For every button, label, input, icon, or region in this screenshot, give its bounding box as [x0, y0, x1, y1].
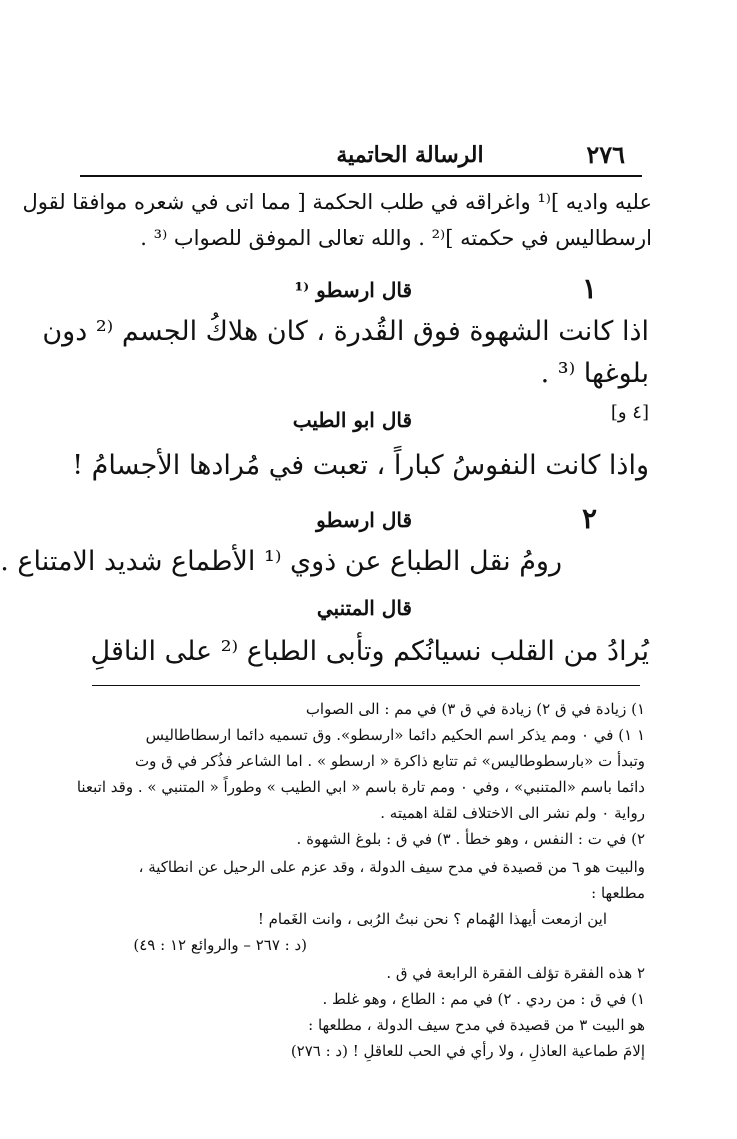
- footnote-verse: إلامَ طماعية العاذلِ ، ولا رأي في الحب للعاقلِ ! (د : ٢٧٦): [290, 1042, 645, 1060]
- footnote-line: وتبدأ ت «بارسطوطاليس» ثم تتابع ذاكرة « ارسطو » . اما الشاعر فذُكر في ق وت: [134, 752, 645, 770]
- footnote-line: ١ ١) في ٠ ومم يذكر اسم الحكيم دائما «ارسطو». وق تسميه دائما ارسطاطاليس: [145, 726, 645, 744]
- page-number: ٢٧٦: [586, 140, 625, 169]
- running-title: الرسالة الحاتمية: [336, 142, 484, 168]
- section-number-1: ١: [581, 272, 597, 305]
- section-1-line-1: اذا كانت الشهوة فوق القُدرة ، كان هلاكُ الجسم ⁽² دون: [42, 316, 649, 347]
- footnote-citation: (د : ٢٦٧ – والروائع ١٢ : ٤٩): [133, 936, 307, 954]
- verse-1: واذا كانت النفوسُ كباراً ، تعبت في مُرادها الأجسامُ !: [72, 450, 649, 481]
- intro-line-1: عليه واديه ]⁽¹ واغراقه في طلب الحكمة [ مما اتى في شعره موافقا لقول: [22, 190, 652, 214]
- footnote-line: ١) في ق : من ردي . ٢) في مم : الطاع ، وهو غلط .: [322, 990, 645, 1008]
- section-1-heading: قال ارسطو ⁽¹: [294, 278, 412, 302]
- intro-line-2: ارسطاليس في حكمته ]⁽² . والله تعالى الموفق للصواب ⁽³ .: [140, 226, 652, 250]
- footnote-line: رواية ٠ ولم نشر الى الاختلاف لقلة اهميته .: [380, 804, 645, 822]
- section-1-line-2: بلوغها ⁽³ .: [540, 358, 649, 389]
- section-verse-1-heading: قال ابو الطيب: [292, 408, 412, 432]
- footnote-line: مطلعها :: [591, 884, 645, 902]
- folio-marker: [٤ و]: [610, 402, 649, 423]
- verse-2: يُرادُ من القلب نسيانُكم وتأبى الطباع ⁽² على الناقلِ: [90, 636, 649, 667]
- footnote-line: ١) زيادة في ق ٢) زيادة في ق ٣) في مم : الى الصواب: [305, 700, 645, 718]
- header-rule: [80, 175, 642, 177]
- footnote-separator: [92, 685, 640, 686]
- section-2-line-1: رومُ نقل الطباع عن ذوي ⁽¹ الأطماع شديد الامتناع .: [0, 546, 562, 577]
- footnote-line: ٢) في ت : النفس ، وهو خطأ . ٣) في ق : بلوغ الشهوة .: [296, 830, 645, 848]
- footnote-line: هو البيت ٣ من قصيدة في مدح سيف الدولة ، مطلعها :: [308, 1016, 645, 1034]
- footnote-verse: اين ازمعت أيهذا الهُمام ؟ نحن نبتُ الرُبى ، وانت الغَمام !: [257, 910, 607, 928]
- footnote-line: والبيت هو ٦ من قصيدة في مدح سيف الدولة ، وقد عزم على الرحيل عن انطاكية ،: [138, 858, 645, 876]
- footnote-line: ٢ هذه الفقرة تؤلف الفقرة الرابعة في ق .: [386, 964, 645, 982]
- section-number-2: ٢: [581, 502, 597, 535]
- section-verse-2-heading: قال المتنبي: [316, 596, 412, 620]
- section-2-heading: قال ارسطو: [316, 508, 412, 532]
- footnote-line: دائما باسم «المتنبي» ، وفي ٠ ومم تارة باسم « ابي الطيب » وطوراً « المتنبي » . وقد اتبعنا: [76, 778, 645, 796]
